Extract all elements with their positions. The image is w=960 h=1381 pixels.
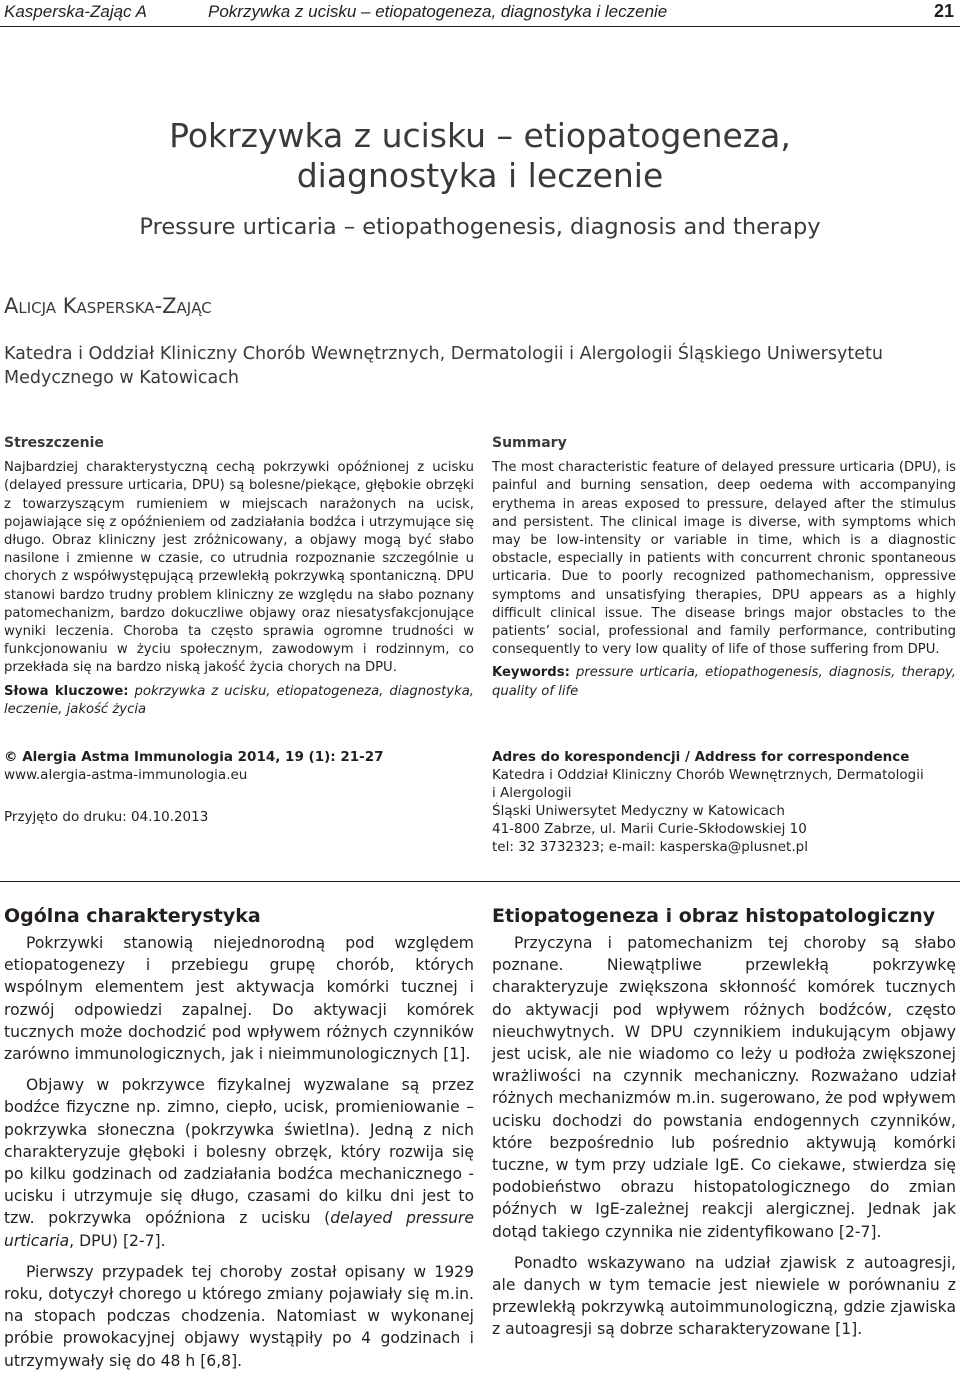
abstract-english-text: The most characteristic feature of delayed pressure urticaria (DPU), is painful and burning sensation, deep oedema with accompanying erythema in areas exposed to pressure, delayed after the stimulus and persistent. The clinical image is diverse, with symptoms which may be low-intensity or variable in time, which is a diagnostic obstacle, especially in patients with concurrent chronic spontaneous urticaria. Due to poorly recognized pathomechanism, oppressive symptoms and unsatisfying therapies, DPU appears as a highly difficult clinical issue. The disease brings major obstacles to the patients’ social, professional and family performance, contributing consequently to very low quality of life of those suffering from DPU.: [492, 460, 956, 658]
journal-citation: © Alergia Astma Immunologia 2014, 19 (1): 21-27: [4, 749, 384, 765]
section-divider: [0, 881, 960, 882]
journal-url[interactable]: www.alergia-astma-immunologia.eu: [4, 767, 248, 783]
author-affiliation: Katedra i Oddział Kliniczny Chorób Wewnętrznych, Dermatologii i Alergologii Śląskiego Uniwersytetu Medycznego w Katowicach: [4, 344, 883, 388]
abstract-english: [492, 434, 956, 701]
correspondence-info: [492, 748, 956, 856]
article-title-line2: diagnostyka i leczenie: [296, 156, 664, 195]
body-column-right: [492, 904, 956, 1350]
body-column-left: [4, 904, 474, 1381]
correspondence-line: Śląski Uniwersytet Medyczny w Katowicach: [492, 803, 785, 819]
header-author: Kasperska-Zając A: [4, 2, 147, 21]
paragraph-text: , DPU) [2-7].: [69, 1231, 166, 1250]
paragraph-italic: delayed pressure urticaria: [4, 1209, 474, 1250]
page-number: 21: [933, 1, 954, 21]
header-title: Pokrzywka z ucisku – etiopatogeneza, diagnostyka i leczenie: [208, 2, 668, 21]
article-author: Alicja Kasperska-Zając: [4, 294, 212, 318]
keywords-english: [492, 664, 956, 700]
paragraph: Przyczyna i patomechanizm tej choroby są słabo poznane. Niewątpliwe przewlekłą pokrzywkę charakteryzuje zwiększona skłonność komórek tucznych do aktywacji pod wpływem różnych bodźców, często nieuchwytnych. W DPU czynnikiem indukującym objawy jest ucisk, ale nie wiadomo co leży u podłoża zwiększonej wrażliwości na czynnik mechaniczny. Rozważano udział różnych mechanizmów m.in. sugerowano, że pod wpływem ucisku dochodzi do powstania endogennych czynników, które bezpośrednio lub pośrednio aktywują komórki tuczne, w tym przy udziale IgE. Co ciekawe, stwierdza się podobieństwo obrazu histopatologicznego do zmian późnych w IgE-zależnej reakcji alergicznej. Jednak jak dotąd takiego czynnika nie zidentyfikowano [2-7].: [492, 934, 956, 1241]
article-title: [0, 116, 960, 196]
abstract-polish-text: Najbardziej charakterystyczną cechą pokrzywki opóźnionej z ucisku (delayed pressure urticaria, DPU) są bolesne/piekące, głębokie obrzęki z towarzyszącym rumieniem w miejscach narażonych na ucisk, pojawiające się z opóźnieniem od zadziałania bodźca i utrzymujące się długo. Obraz kliniczny jest zróżnicowany, a objawy mogą być słabo nasilone i zmienne w czasie, co utrudnia rozpoznanie szczególnie u chorych z współwystępującą przewlekłą pokrzywką spontaniczną. DPU stanowi bardzo trudny problem kliniczny ze względu na słabo poznany patomechanizm, bardzo dokuczliwe objawy oraz niesatysfakcjonujące wyniki leczenia. Choroba ta często sprawia ogromne trudności w funkcjonowaniu w życiu społecznym, zawodowym i rodzinnym, co przekłada się na bardzo niską jakość życia chorych na DPU.: [4, 460, 474, 676]
correspondence-line: Katedra i Oddział Kliniczny Chorób Wewnętrznych, Dermatologii: [492, 767, 924, 783]
correspondence-line: i Alergologii: [492, 785, 572, 801]
abstract-polish: [4, 434, 474, 719]
paragraph: Pokrzywki stanowią niejednorodną pod względem etiopatogenezy i przebiegu grupę chorób, których wspólnym elementem jest aktywacja komórki tucznej i rozwój odpowiedzi zapalnej. Do aktywacji komórek tucznych może dochodzić pod wpływem różnych czynników zarówno immunologicznych, jak i nieimmunologicznych [1].: [4, 934, 474, 1064]
abstract-english-heading: Summary: [492, 435, 567, 451]
accepted-date: Przyjęto do druku: 04.10.2013: [4, 809, 209, 825]
section-heading: Ogólna charakterystyka: [4, 905, 261, 927]
paragraph: Ponadto wskazywano na udział zjawisk z autoagresji, ale danych w tym temacie jest niewiele w porównaniu z przewlekłą pokrzywką autoimmunologiczną, gdzie zjawiska z autoagresji są dobrze scharakteryzowane [1].: [492, 1253, 956, 1339]
paragraph: [4, 1074, 474, 1252]
keywords-polish: [4, 683, 474, 719]
keywords-polish-label: Słowa kluczowe:: [4, 683, 129, 699]
journal-info: [4, 748, 474, 826]
abstract-polish-heading: Streszczenie: [4, 435, 104, 451]
paragraph: Pierwszy przypadek tej choroby został opisany w 1929 roku, dotyczył chorego u którego zmiany pojawiały się m.in. na stopach podczas chodzenia. Natomiast w wykonanej próbie prowokacyjnej objawy wystąpiły po 4 godzinach i utrzymywały się do 48 h [6,8].: [4, 1262, 474, 1370]
keywords-english-label: Keywords:: [492, 665, 570, 681]
paragraph-text: Objawy w pokrzywce fizykalnej wyzwalane są przez bodźce fizyczne np. zimno, ciepło, ucisk, promieniowanie – pokrzywka słoneczna (pokrzywka świetlna). Jedną z nich charakteryzuje głęboki i bolesny obrzęk, który rozwija się po kilku godzinach od zadziałania bodźca mechanicznego - ucisku i utrzymuje się długo, czasami do kilku dni jest to tzw. pokrzywka opóźniona z ucisku (: [4, 1076, 474, 1228]
keywords-english-text: pressure urticaria, etiopathogenesis, diagnosis, therapy, quality of life: [492, 665, 956, 699]
correspondence-contact: tel: 32 3732323; e-mail: kasperska@plusnet.pl: [492, 839, 808, 855]
article-subtitle: Pressure urticaria – etiopathogenesis, diagnosis and therapy: [139, 214, 821, 240]
article-title-line1: Pokrzywka z ucisku – etiopatogeneza,: [169, 116, 791, 155]
correspondence-line: 41-800 Zabrze, ul. Marii Curie-Skłodowskiej 10: [492, 821, 807, 837]
section-heading: Etiopatogeneza i obraz histopatologiczny: [492, 905, 936, 927]
keywords-polish-text: pokrzywka z ucisku, etiopatogeneza, diagnostyka, leczenie, jakość życia: [4, 683, 474, 717]
running-header: [0, 0, 960, 27]
correspondence-heading: Adres do korespondencji / Address for correspondence: [492, 749, 910, 765]
